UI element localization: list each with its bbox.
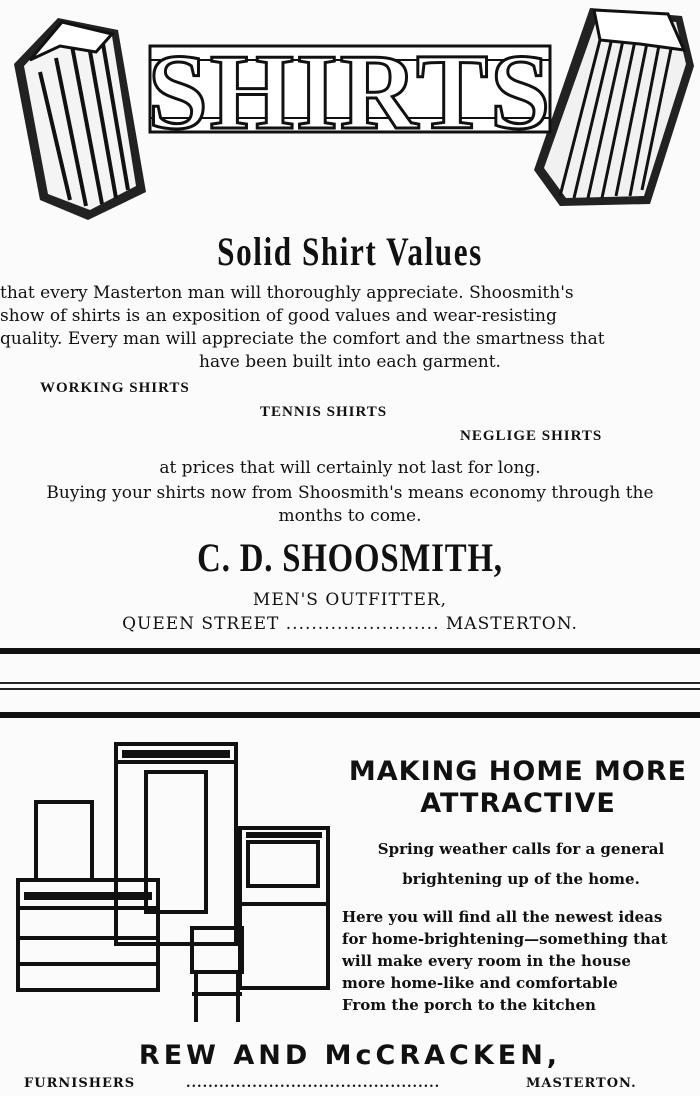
column-divider-heavy (0, 648, 700, 654)
folded-shirt-left-illustration (14, 18, 146, 220)
ad-body-text (0, 282, 700, 374)
shop-trade: MEN'S OUTFITTER, (252, 590, 448, 610)
ad-headline: Solid Shirt Values (217, 229, 483, 274)
body-line: will make every room in the house (342, 952, 631, 970)
ad-body-text (342, 906, 700, 1016)
banner-lettering: SHIRTS (147, 33, 553, 152)
shirts-banner-illustration (0, 0, 700, 230)
headline-line: ATTRACTIVE (420, 788, 616, 819)
shop-name: C. D. SHOOSMITH, (197, 535, 503, 580)
price-line: at prices that will certainly not last for long. (159, 458, 541, 478)
body-line: that every Masterton man will thoroughly appreciate. Shoosmith's (0, 283, 574, 303)
body-line: show of shirts is an exposition of good values and wear-resisting (0, 306, 557, 326)
closing-line: months to come. (278, 506, 422, 526)
folded-shirt-right-illustration (534, 8, 694, 206)
firm-town: MASTERTON. (526, 1076, 637, 1091)
furniture-illustration (6, 732, 336, 1032)
washstand-illustration (240, 828, 328, 988)
address-leader: ........................ (285, 614, 440, 634)
column-divider-thin (0, 682, 700, 684)
shirt-type-neglige: NEGLIGE SHIRTS (460, 428, 603, 444)
shirt-type-working: WORKING SHIRTS (40, 380, 190, 396)
body-line: quality. Every man will appreciate the comfort and the smartness that (0, 329, 605, 349)
body-line: From the porch to the kitchen (342, 996, 596, 1014)
shop-address (0, 614, 700, 634)
ad-intro-text (342, 838, 700, 890)
firm-leader: .............................................. (186, 1076, 441, 1091)
closing-text (0, 482, 700, 528)
firm-trade: FURNISHERS (24, 1076, 136, 1091)
column-divider-thin (0, 688, 700, 690)
body-line: Here you will find all the newest ideas (342, 908, 663, 926)
firm-name: REW AND McCRACKEN, (138, 1040, 562, 1071)
shirt-type-tennis: TENNIS SHIRTS (260, 404, 388, 420)
ad-headline (336, 756, 700, 820)
address-town: MASTERTON. (445, 614, 578, 634)
body-line: for home-brightening—something that (342, 930, 668, 948)
intro-line: Spring weather calls for a general (377, 840, 665, 858)
intro-line: brightening up of the home. (402, 870, 640, 888)
body-line: have been built into each garment. (199, 352, 501, 372)
headline-line: MAKING HOME MORE (348, 756, 688, 787)
column-divider-heavy (0, 712, 700, 718)
body-line: more home-like and comfortable (342, 974, 618, 992)
closing-line: Buying your shirts now from Shoosmith's means economy through the (46, 483, 654, 503)
address-street: QUEEN STREET (122, 614, 280, 634)
